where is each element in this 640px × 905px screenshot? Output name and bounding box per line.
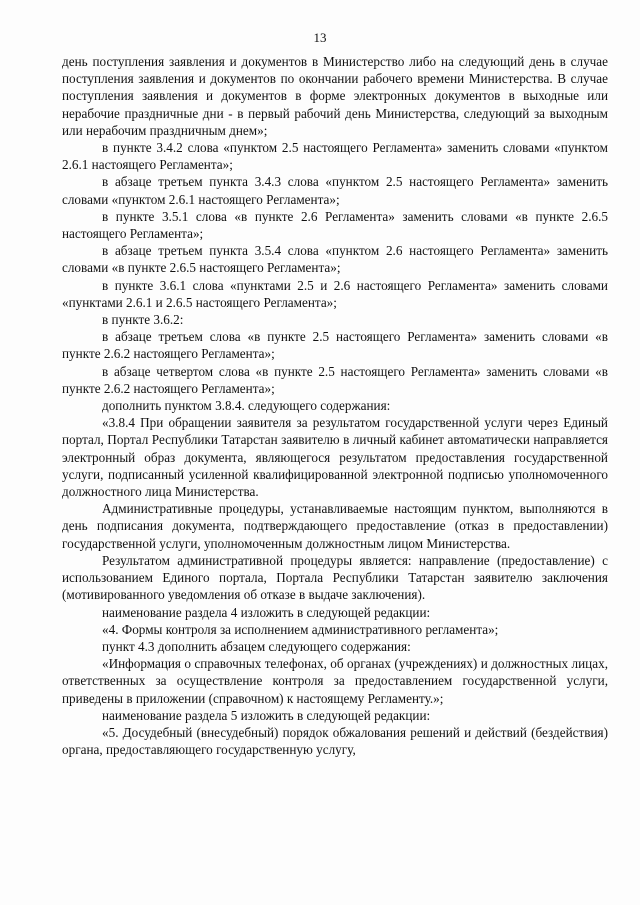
paragraph-result: Результатом административной процедуры является: направление (предоставление) с использованием Единого портала, Портала Республики Татарстан заявителю заключения (мотивированного уведомления об отказе в выдаче заключения). <box>62 552 608 603</box>
document-body <box>62 53 608 758</box>
paragraph-third-sentence: в абзаце третьем слова «в пункте 2.5 настоящего Регламента» заменить словами «в пункте 2.6.2 настоящего Регламента»; <box>62 329 608 362</box>
paragraph-3-4-3: в абзаце третьем пункта 3.4.3 слова «пунктом 2.5 настоящего Регламента» заменить словами «пунктом 2.6.1 настоящего Регламента»; <box>62 174 608 207</box>
paragraph-section-5-title: наименование раздела 5 изложить в следующей редакции: <box>102 707 431 723</box>
paragraph-3-4-2: в пункте 3.4.2 слова «пунктом 2.5 настоящего Регламента» заменить словами «пунктом 2.6.1 настоящего Регламента»; <box>62 140 608 173</box>
paragraph-section-5-heading: «5. Досудебный (внесудебный) порядок обжалования решений и действий (бездействия) органа, предоставляющего государственную услугу, <box>62 724 608 758</box>
paragraph-3-8-4-text: «3.8.4 При обращении заявителя за результатом государственной услуги через Единый портал, Портал Республики Татарстан заявителю в личный кабинет автоматически направляется электронный образ документа, являющегося результатом предоставления государственной услуги, подписанный усиленной квалифицированной электронной подписью уполномоченного должностного лица Министерства. <box>62 415 608 500</box>
paragraph-continuation: день поступления заявления и документов в Министерство либо на следующий день в случае поступления заявления и документов по окончании рабочего времени Министерства. В случае поступления заявления и документов в форме электронных документов в выходные или нерабочие праздничные дни - в первый рабочий день Министерства, следующий за выходным или нерабочим праздничным днем»; <box>62 54 608 138</box>
paragraph-3-6-2: в пункте 3.6.2: <box>102 312 184 328</box>
paragraph-add-3-8-4: дополнить пунктом 3.8.4. следующего содержания: <box>102 398 391 414</box>
paragraph-fourth-sentence: в абзаце четвертом слова «в пункте 2.5 настоящего Регламента» заменить словами «в пункте 2.6.2 настоящего Регламента»; <box>62 363 608 396</box>
paragraph-info-phones: «Информация о справочных телефонах, об органах (учреждениях) и должностных лицах, ответственных за осуществление контроля за предоставлением государственной услуги, приведены в приложении (справочном) к настоящему Регламенту.»; <box>62 656 608 706</box>
paragraph-section-4-heading: «4. Формы контроля за исполнением административного регламента»; <box>102 621 499 637</box>
paragraph-section-4-title: наименование раздела 4 изложить в следующей редакции: <box>102 604 431 620</box>
paragraph-4-3: пункт 4.3 дополнить абзацем следующего содержания: <box>102 638 411 654</box>
paragraph-admin-procedures: Административные процедуры, устанавливаемые настоящим пунктом, выполняются в день подписания документа, подтверждающего предоставление (отказ в предоставлении) государственной услуги, уполномоченным должностным лицом Министерства. <box>62 501 608 551</box>
paragraph-3-5-4: в абзаце третьем пункта 3.5.4 слова «пунктом 2.6 настоящего Регламента» заменить словами «в пункте 2.6.5 настоящего Регламента»; <box>62 243 608 276</box>
page-number: 13 <box>313 30 327 45</box>
paragraph-3-5-1: в пункте 3.5.1 слова «в пункте 2.6 Регламента» заменить словами «в пункте 2.6.5 настоящего Регламента»; <box>62 208 608 242</box>
paragraph-3-6-1: в пункте 3.6.1 слова «пунктами 2.5 и 2.6 настоящего Регламента» заменить словами «пунктами 2.6.1 и 2.6.5 настоящего Регламента»; <box>62 277 608 310</box>
